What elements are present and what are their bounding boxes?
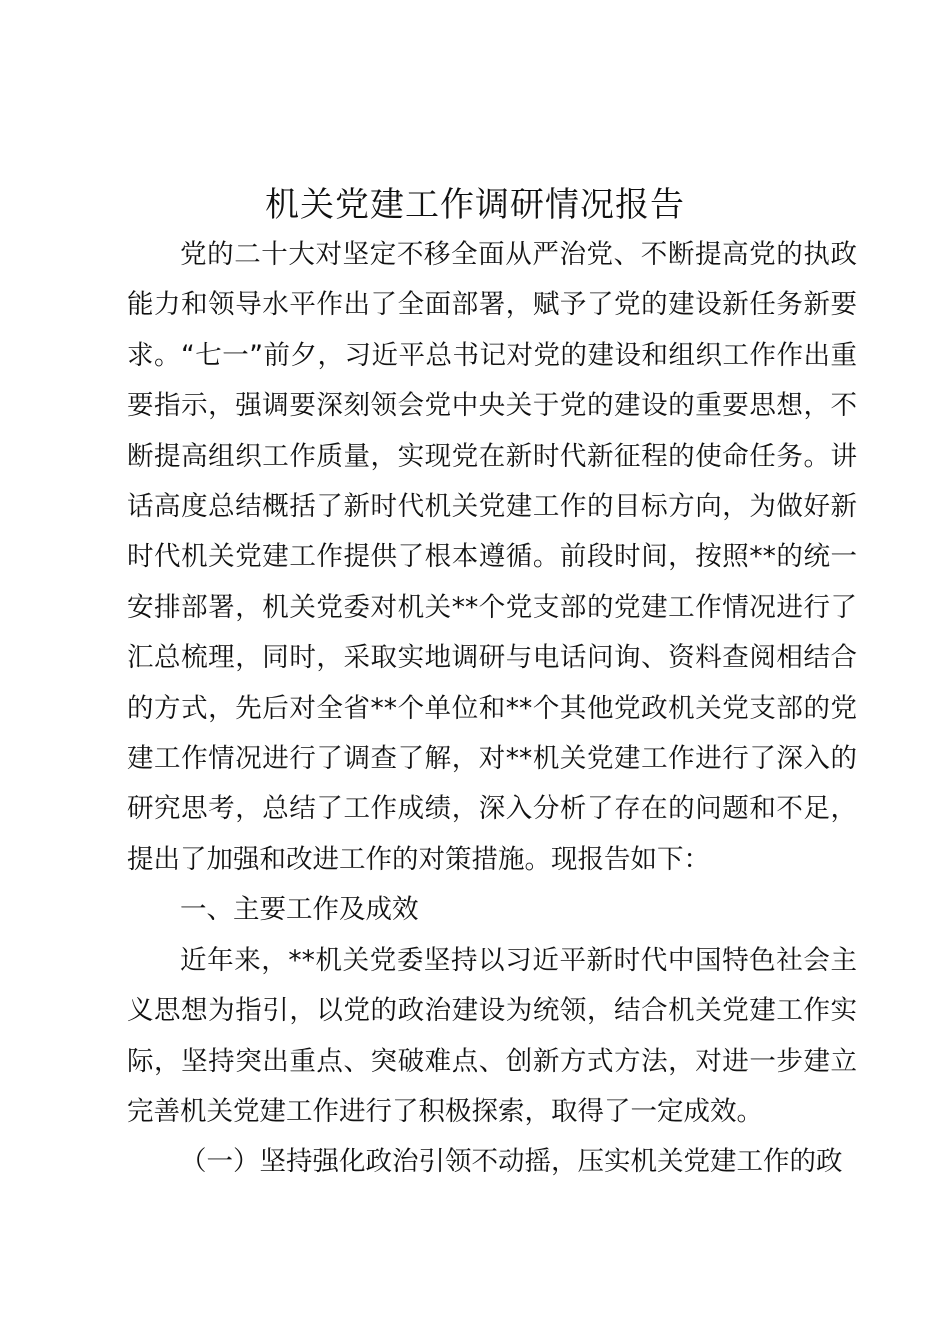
document-body — [127, 230, 857, 1188]
subsection-heading: （一）坚持强化政治引领不动摇，压实机关党建工作的政 — [180, 1146, 843, 1178]
document-title: 机关党建工作调研情况报告 — [265, 185, 685, 225]
section-paragraph: 近年来，**机关党委坚持以习近平新时代中国特色社会主义思想为指引，以党的政治建设为统领，结合机关党建工作实际，坚持突出重点、突破难点、创新方式方法，对进一步建立完善机关党建工作进行了积极探索，取得了一定成效。 — [127, 944, 857, 1127]
section-heading: 一、主要工作及成效 — [180, 894, 419, 926]
intro-paragraph: 党的二十大对坚定不移全面从严治党、不断提高党的执政能力和领导水平作出了全面部署，赋予了党的建设新任务新要求。“七一”前夕，习近平总书记对党的建设和组织工作作出重要指示，强调要深刻领会党中央关于党的建设的重要思想，不断提高组织工作质量，实现党在新时代新征程的使命任务。讲话高度总结概括了新时代机关党建工作的目标方向，为做好新时代机关党建工作提供了根本遵循。前段时间，按照**的统一安排部署，机关党委对机关**个党支部的党建工作情况进行了汇总梳理，同时，采取实地调研与电话问询、资料查阅相结合的方式，先后对全省**个单位和**个其他党政机关党支部的党建工作情况进行了调查了解，对**机关党建工作进行了深入的研究思考，总结了工作成绩，深入分析了存在的问题和不足，提出了加强和改进工作的对策措施。现报告如下： — [127, 239, 857, 875]
